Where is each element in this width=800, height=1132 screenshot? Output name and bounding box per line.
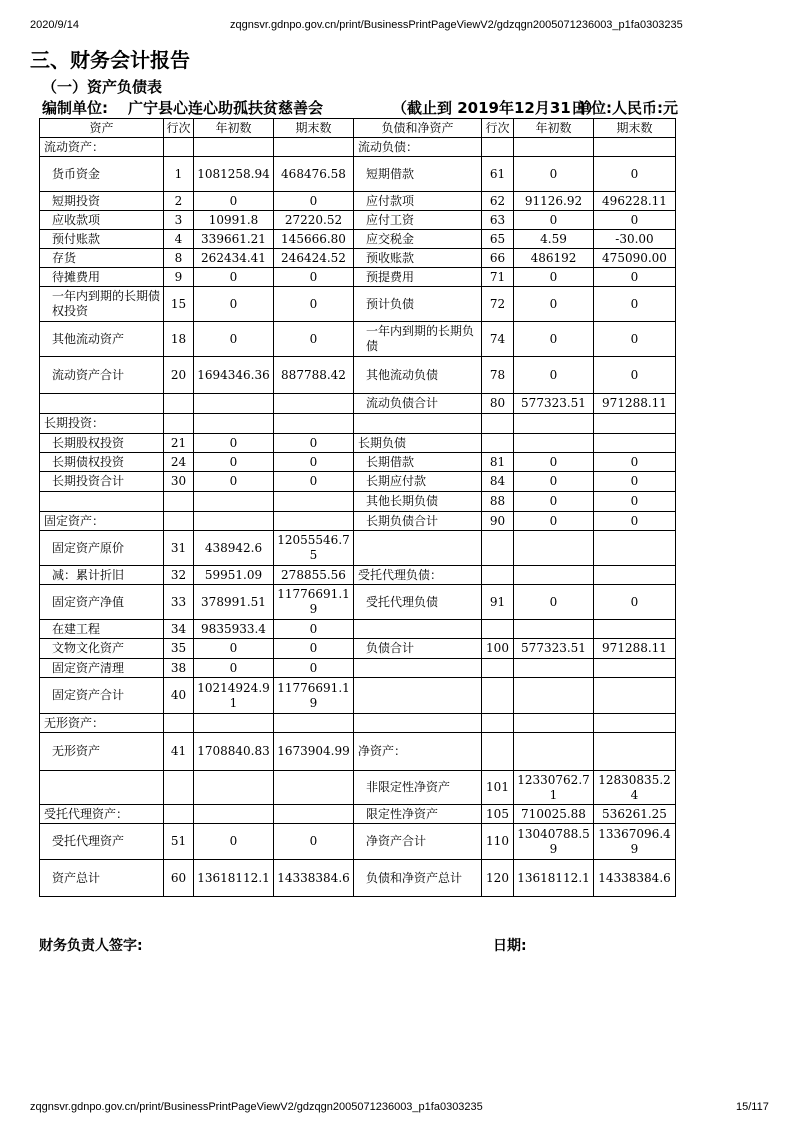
table-cell: 0: [194, 268, 274, 287]
table-cell: 74: [482, 322, 514, 357]
table-cell: 0: [514, 585, 594, 620]
table-cell: [354, 414, 482, 434]
table-cell: 0: [514, 211, 594, 230]
table-cell: 120: [482, 860, 514, 897]
table-cell: [594, 678, 676, 714]
table-cell: 438942.6: [194, 531, 274, 566]
table-cell: 长期借款: [354, 453, 482, 472]
table-cell: 预计负债: [354, 287, 482, 322]
table-cell: 0: [194, 192, 274, 211]
table-cell: 受托代理资产：: [40, 805, 164, 824]
table-cell: 其他长期负债: [354, 492, 482, 512]
table-cell: 80: [482, 394, 514, 414]
table-cell: 11776691.19: [274, 585, 354, 620]
table-row: [40, 414, 676, 434]
table-cell: 其他流动资产: [40, 322, 164, 357]
report-period: （截止到 2019年12月31日）: [392, 99, 601, 117]
table-cell: 78: [482, 357, 514, 394]
table-cell: 0: [514, 512, 594, 531]
table-cell: 固定资产：: [40, 512, 164, 531]
table-cell: [482, 620, 514, 639]
table-row: [40, 620, 676, 639]
table-cell: 负债和净资产总计: [354, 860, 482, 897]
table-cell: 577323.51: [514, 639, 594, 659]
table-cell: [194, 414, 274, 434]
table-cell: 0: [274, 472, 354, 492]
table-cell: 21: [164, 434, 194, 453]
table-cell: 496228.11: [594, 192, 676, 211]
table-cell: [274, 771, 354, 805]
currency-unit: 单位:人民币:元: [576, 99, 678, 117]
table-cell: 长期负债: [354, 434, 482, 453]
column-header: 年初数: [514, 119, 594, 138]
table-cell: 受托代理负债：: [354, 566, 482, 585]
table-cell: 66: [482, 249, 514, 268]
table-cell: 8: [164, 249, 194, 268]
table-cell: 10214924.91: [194, 678, 274, 714]
table-cell: 预付账款: [40, 230, 164, 249]
table-cell: [164, 714, 194, 733]
table-cell: 0: [514, 492, 594, 512]
table-cell: [354, 659, 482, 678]
table-cell: [514, 659, 594, 678]
table-cell: 0: [274, 453, 354, 472]
table-cell: 1708840.83: [194, 733, 274, 771]
table-cell: [594, 714, 676, 733]
table-cell: [194, 714, 274, 733]
org-info-row: [42, 97, 692, 117]
table-cell: 流动负债：: [354, 138, 482, 157]
table-row: [40, 453, 676, 472]
table-cell: [514, 620, 594, 639]
table-cell: 9835933.4: [194, 620, 274, 639]
table-cell: [514, 733, 594, 771]
table-cell: 文物文化资产: [40, 639, 164, 659]
table-row: [40, 157, 676, 192]
table-cell: [40, 771, 164, 805]
table-cell: [194, 492, 274, 512]
table-cell: 0: [594, 357, 676, 394]
table-cell: 0: [514, 472, 594, 492]
table-cell: 0: [274, 620, 354, 639]
table-cell: 净资产：: [354, 733, 482, 771]
table-cell: 一年内到期的长期负债: [354, 322, 482, 357]
table-cell: [164, 805, 194, 824]
table-cell: [194, 512, 274, 531]
table-cell: 468476.58: [274, 157, 354, 192]
table-cell: 278855.56: [274, 566, 354, 585]
table-cell: 51: [164, 824, 194, 860]
table-cell: [164, 394, 194, 414]
table-cell: 72: [482, 287, 514, 322]
table-row: [40, 824, 676, 860]
table-cell: [594, 138, 676, 157]
table-cell: [354, 531, 482, 566]
table-cell: 14338384.6: [594, 860, 676, 897]
table-cell: 13367096.49: [594, 824, 676, 860]
table-cell: [594, 659, 676, 678]
table-cell: 长期股权投资: [40, 434, 164, 453]
table-row: [40, 230, 676, 249]
table-cell: 0: [594, 492, 676, 512]
table-cell: 0: [594, 322, 676, 357]
table-cell: 0: [274, 659, 354, 678]
table-cell: 短期借款: [354, 157, 482, 192]
table-cell: [274, 512, 354, 531]
table-cell: 38: [164, 659, 194, 678]
table-cell: 35: [164, 639, 194, 659]
table-cell: 预收账款: [354, 249, 482, 268]
table-cell: 0: [514, 268, 594, 287]
table-cell: 0: [514, 357, 594, 394]
table-cell: 0: [594, 268, 676, 287]
table-cell: [482, 714, 514, 733]
table-cell: [274, 714, 354, 733]
table-cell: [482, 138, 514, 157]
table-cell: [274, 394, 354, 414]
column-header: 负债和净资产: [354, 119, 482, 138]
page-number: 15/117: [736, 1101, 769, 1113]
table-cell: 971288.11: [594, 639, 676, 659]
table-row: [40, 268, 676, 287]
table-cell: 无形资产: [40, 733, 164, 771]
table-cell: 145666.80: [274, 230, 354, 249]
table-cell: 受托代理资产: [40, 824, 164, 860]
table-cell: 流动负债合计: [354, 394, 482, 414]
table-cell: 0: [514, 287, 594, 322]
table-cell: 61: [482, 157, 514, 192]
table-cell: 536261.25: [594, 805, 676, 824]
table-cell: 32: [164, 566, 194, 585]
header-url: zqgnsvr.gdnpo.gov.cn/print/BusinessPrintPageViewV2/gdzqgn2005071236003_p1fa0303235: [230, 19, 683, 31]
table-cell: [482, 434, 514, 453]
table-cell: 应付款项: [354, 192, 482, 211]
table-cell: 31: [164, 531, 194, 566]
table-cell: 9: [164, 268, 194, 287]
table-cell: 18: [164, 322, 194, 357]
table-cell: 971288.11: [594, 394, 676, 414]
table-cell: 13618112.1: [514, 860, 594, 897]
table-row: [40, 472, 676, 492]
table-cell: 0: [514, 322, 594, 357]
table-cell: 1673904.99: [274, 733, 354, 771]
table-cell: 应付工资: [354, 211, 482, 230]
table-cell: 0: [594, 211, 676, 230]
section-title: 三、财务会计报告: [30, 48, 190, 72]
table-cell: 非限定性净资产: [354, 771, 482, 805]
table-cell: [514, 566, 594, 585]
table-cell: 0: [594, 287, 676, 322]
table-cell: 27220.52: [274, 211, 354, 230]
table-cell: 88: [482, 492, 514, 512]
table-cell: 12830835.24: [594, 771, 676, 805]
table-cell: 71: [482, 268, 514, 287]
table-cell: [482, 733, 514, 771]
table-cell: 59951.09: [194, 566, 274, 585]
table-cell: 长期投资合计: [40, 472, 164, 492]
table-row: [40, 805, 676, 824]
table-cell: 固定资产清理: [40, 659, 164, 678]
table-row: [40, 678, 676, 714]
table-row: [40, 714, 676, 733]
table-cell: 固定资产合计: [40, 678, 164, 714]
table-row: [40, 531, 676, 566]
table-cell: [482, 566, 514, 585]
table-row: [40, 249, 676, 268]
table-cell: [274, 138, 354, 157]
table-cell: [594, 733, 676, 771]
table-cell: 1: [164, 157, 194, 192]
table-cell: 1694346.36: [194, 357, 274, 394]
table-cell: 限定性净资产: [354, 805, 482, 824]
table-cell: 流动资产合计: [40, 357, 164, 394]
table-row: [40, 138, 676, 157]
table-cell: 90: [482, 512, 514, 531]
table-cell: 受托代理负债: [354, 585, 482, 620]
column-header: 资产: [40, 119, 164, 138]
table-row: [40, 394, 676, 414]
table-cell: [194, 138, 274, 157]
table-cell: [194, 771, 274, 805]
table-cell: [594, 531, 676, 566]
table-cell: 0: [594, 157, 676, 192]
table-row: [40, 733, 676, 771]
table-cell: 3: [164, 211, 194, 230]
table-cell: 存货: [40, 249, 164, 268]
table-cell: 0: [514, 453, 594, 472]
table-cell: 其他流动负债: [354, 357, 482, 394]
table-cell: 84: [482, 472, 514, 492]
balance-sheet-table: [39, 118, 676, 897]
table-row: [40, 357, 676, 394]
table-cell: [514, 138, 594, 157]
table-cell: [594, 566, 676, 585]
table-cell: 100: [482, 639, 514, 659]
table-cell: 0: [274, 824, 354, 860]
table-cell: [354, 678, 482, 714]
table-cell: [164, 492, 194, 512]
table-cell: [514, 714, 594, 733]
table-cell: 262434.41: [194, 249, 274, 268]
table-cell: 待摊费用: [40, 268, 164, 287]
table-cell: 2: [164, 192, 194, 211]
report-subtitle: （一）资产负债表: [42, 78, 163, 96]
table-cell: 0: [594, 453, 676, 472]
table-row: [40, 585, 676, 620]
table-cell: 0: [594, 585, 676, 620]
table-cell: 固定资产净值: [40, 585, 164, 620]
table-cell: 60: [164, 860, 194, 897]
table-cell: 15: [164, 287, 194, 322]
table-cell: 0: [594, 512, 676, 531]
table-cell: 应交税金: [354, 230, 482, 249]
table-cell: [194, 394, 274, 414]
table-cell: 246424.52: [274, 249, 354, 268]
table-cell: 91126.92: [514, 192, 594, 211]
table-cell: 710025.88: [514, 805, 594, 824]
table-cell: [594, 620, 676, 639]
column-header: 期末数: [594, 119, 676, 138]
table-cell: 13618112.1: [194, 860, 274, 897]
table-cell: 4.59: [514, 230, 594, 249]
table-cell: 净资产合计: [354, 824, 482, 860]
table-cell: 长期负债合计: [354, 512, 482, 531]
table-cell: 减：累计折旧: [40, 566, 164, 585]
table-cell: 475090.00: [594, 249, 676, 268]
table-cell: 12055546.75: [274, 531, 354, 566]
table-cell: [482, 659, 514, 678]
table-row: [40, 512, 676, 531]
table-cell: 40: [164, 678, 194, 714]
table-row: [40, 771, 676, 805]
table-cell: [274, 492, 354, 512]
column-header: 行次: [482, 119, 514, 138]
table-cell: 12330762.71: [514, 771, 594, 805]
table-cell: 固定资产原价: [40, 531, 164, 566]
table-cell: 短期投资: [40, 192, 164, 211]
table-cell: [514, 414, 594, 434]
table-cell: 长期债权投资: [40, 453, 164, 472]
table-cell: [164, 512, 194, 531]
table-cell: 预提费用: [354, 268, 482, 287]
table-cell: 81: [482, 453, 514, 472]
table-cell: 0: [194, 639, 274, 659]
table-cell: 0: [274, 434, 354, 453]
table-row: [40, 287, 676, 322]
table-cell: [482, 414, 514, 434]
org-name: 广宁县心连心助孤扶贫慈善会: [128, 99, 324, 117]
table-cell: [354, 714, 482, 733]
table-cell: 65: [482, 230, 514, 249]
column-header: 行次: [164, 119, 194, 138]
table-cell: 无形资产：: [40, 714, 164, 733]
print-date: 2020/9/14: [30, 19, 79, 31]
table-row: [40, 860, 676, 897]
table-row: [40, 434, 676, 453]
table-cell: 62: [482, 192, 514, 211]
table-cell: 负债合计: [354, 639, 482, 659]
org-label: 编制单位:: [42, 99, 108, 117]
table-row: [40, 322, 676, 357]
table-cell: [40, 492, 164, 512]
table-cell: [274, 805, 354, 824]
table-cell: [194, 805, 274, 824]
table-cell: [594, 414, 676, 434]
table-cell: 24: [164, 453, 194, 472]
table-cell: 0: [194, 824, 274, 860]
table-cell: 长期应付款: [354, 472, 482, 492]
table-cell: [514, 678, 594, 714]
table-cell: 0: [274, 322, 354, 357]
table-cell: 101: [482, 771, 514, 805]
table-cell: 63: [482, 211, 514, 230]
table-cell: [164, 414, 194, 434]
table-cell: [514, 531, 594, 566]
table-cell: 0: [194, 453, 274, 472]
table-cell: 20: [164, 357, 194, 394]
table-cell: 0: [194, 322, 274, 357]
signature-date-label: 日期:: [493, 938, 527, 954]
table-cell: 11776691.19: [274, 678, 354, 714]
table-cell: 0: [274, 192, 354, 211]
table-cell: [40, 394, 164, 414]
table-row: [40, 639, 676, 659]
table-cell: 30: [164, 472, 194, 492]
table-cell: 339661.21: [194, 230, 274, 249]
table-row: [40, 659, 676, 678]
table-cell: 33: [164, 585, 194, 620]
table-cell: 14338384.6: [274, 860, 354, 897]
table-cell: 378991.51: [194, 585, 274, 620]
table-cell: [514, 434, 594, 453]
table-cell: 34: [164, 620, 194, 639]
table-cell: 0: [194, 472, 274, 492]
table-cell: 110: [482, 824, 514, 860]
table-cell: 4: [164, 230, 194, 249]
table-cell: -30.00: [594, 230, 676, 249]
table-cell: 41: [164, 733, 194, 771]
table-cell: [274, 414, 354, 434]
table-cell: [482, 678, 514, 714]
table-cell: 0: [194, 287, 274, 322]
table-cell: 13040788.59: [514, 824, 594, 860]
table-cell: 0: [274, 268, 354, 287]
table-cell: 0: [194, 659, 274, 678]
table-cell: 0: [274, 639, 354, 659]
column-header: 期末数: [274, 119, 354, 138]
table-cell: 486192: [514, 249, 594, 268]
column-header: 年初数: [194, 119, 274, 138]
table-cell: 0: [274, 287, 354, 322]
table-cell: 在建工程: [40, 620, 164, 639]
table-row: [40, 192, 676, 211]
finance-signature-label: 财务负责人签字:: [39, 938, 143, 954]
table-cell: 887788.42: [274, 357, 354, 394]
table-row: [40, 211, 676, 230]
table-cell: 长期投资：: [40, 414, 164, 434]
table-row: [40, 492, 676, 512]
table-cell: 应收款项: [40, 211, 164, 230]
table-cell: 0: [594, 472, 676, 492]
table-cell: 10991.8: [194, 211, 274, 230]
table-cell: [164, 771, 194, 805]
table-cell: 577323.51: [514, 394, 594, 414]
table-header-row: [40, 119, 676, 138]
table-cell: 0: [194, 434, 274, 453]
table-cell: [354, 620, 482, 639]
table-cell: 1081258.94: [194, 157, 274, 192]
table-cell: 货币资金: [40, 157, 164, 192]
table-cell: 流动资产：: [40, 138, 164, 157]
table-cell: [164, 138, 194, 157]
table-cell: 0: [514, 157, 594, 192]
table-cell: [594, 434, 676, 453]
table-row: [40, 566, 676, 585]
table-cell: 资产总计: [40, 860, 164, 897]
footer-url: zqgnsvr.gdnpo.gov.cn/print/BusinessPrintPageViewV2/gdzqgn2005071236003_p1fa0303235: [30, 1101, 483, 1113]
table-cell: 105: [482, 805, 514, 824]
table-cell: [482, 531, 514, 566]
table-cell: 一年内到期的长期债权投资: [40, 287, 164, 322]
table-cell: 91: [482, 585, 514, 620]
